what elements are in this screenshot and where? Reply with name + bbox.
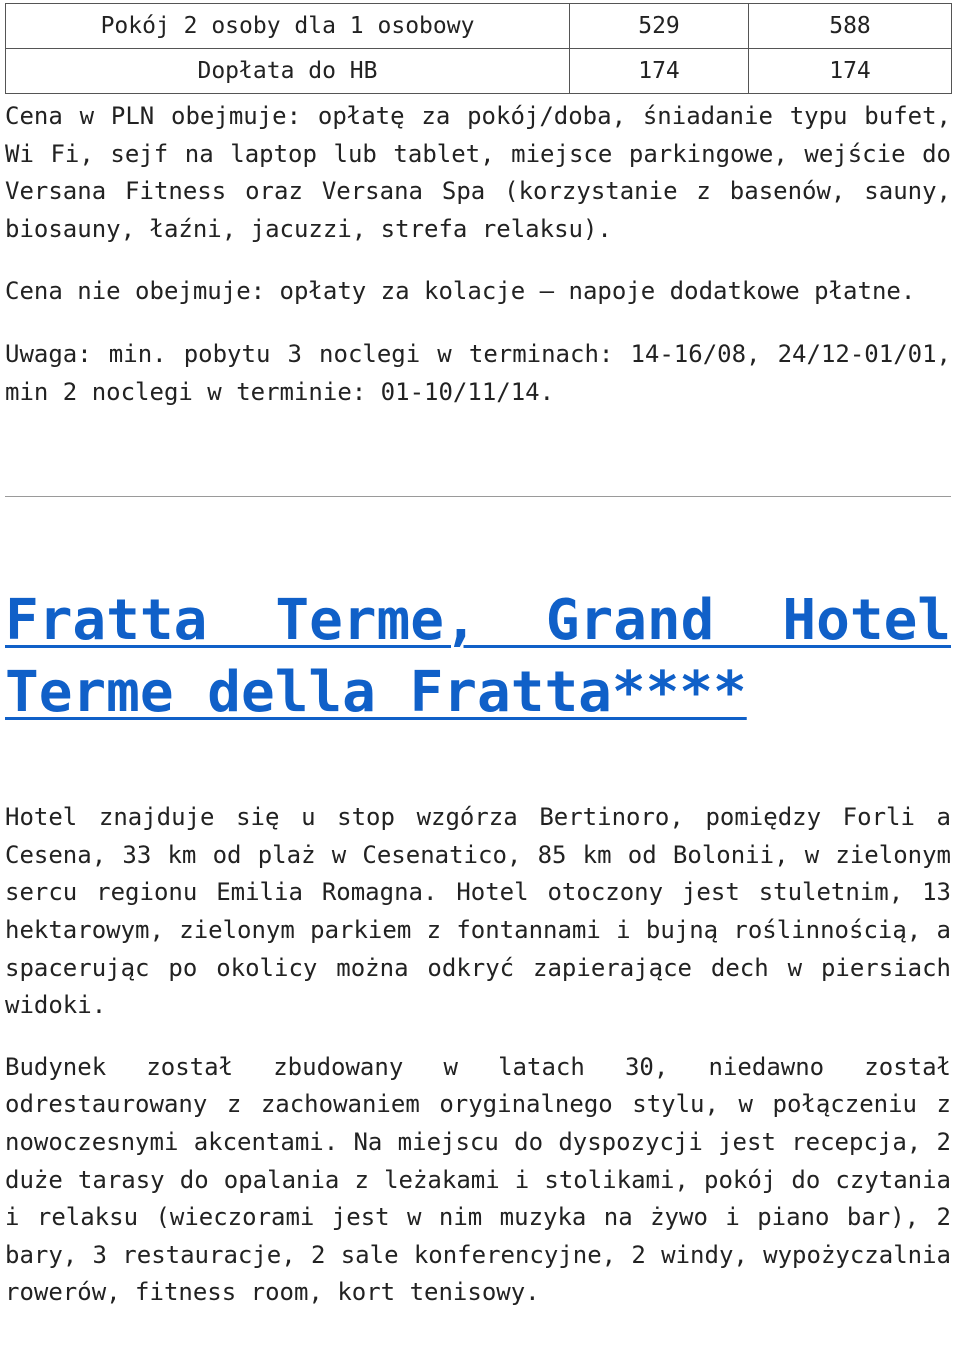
hotel-facilities: Budynek został zbudowany w latach 30, niedawno został odrestaurowany z zachowaniem oryginalnego stylu, w połączeniu z nowoczesnymi akcentami. Na miejscu do dyspozycji jest recepcja, 2 duże tarasy do opalania z leżakami i stolikami, pokój do czytania i relaksu (wieczorami jest w nim muzyka na żywo i piano bar), 2 bary, 3 restauracje, 2 sale konferencyjne, 2 windy, wypożyczalnia rowerów, fitness room, kort tenisowy.	[5, 1052, 951, 1307]
table-row	[6, 49, 952, 94]
price-table	[5, 3, 952, 94]
price-cell: 174	[749, 49, 952, 94]
room-type-cell: Pokój 2 osoby dla 1 osobowy	[6, 4, 570, 49]
stay-note-text: Uwaga: min. pobytu 3 noclegi w terminach: 14-16/08, 24/12-01/01, min 2 noclegi w terminie: 01-10/11/14.	[5, 339, 951, 406]
hotel-title-link[interactable]: Fratta Terme, Grand Hotel Terme della Fratta****	[5, 588, 951, 726]
hotel-description: Hotel znajduje się u stop wzgórza Bertinoro, pomiędzy Forli a Cesena, 33 km od plaż w Cesenatico, 85 km od Bolonii, w zielonym sercu regionu Emilia Romagna. Hotel otoczony jest stuletnim, 13 hektarowym, zielonym parkiem z fontannami i bujną roślinnością, a spacerując po okolicy można odkryć zapierające dech w piersiach widoki.	[5, 803, 951, 1020]
price-cell: 529	[570, 4, 749, 49]
price-cell: 588	[749, 4, 952, 49]
table-row	[6, 4, 952, 49]
supplement-cell: Dopłata do HB	[6, 49, 570, 94]
hotel-title	[5, 585, 951, 729]
section-divider	[5, 496, 951, 497]
price-includes-text: Cena w PLN obejmuje: opłatę za pokój/doba, śniadanie typu bufet, Wi Fi, sejf na laptop lub tablet, miejsce parkingowe, wejście do Versana Fitness oraz Versana Spa (korzystanie z basenów, sauny, biosauny, łaźni, jacuzzi, strefa relaksu).	[5, 102, 951, 243]
price-excludes-text: Cena nie obejmuje: opłaty za kolacje – napoje dodatkowe płatne.	[5, 277, 916, 306]
price-cell: 174	[570, 49, 749, 94]
page-content	[5, 3, 951, 1312]
